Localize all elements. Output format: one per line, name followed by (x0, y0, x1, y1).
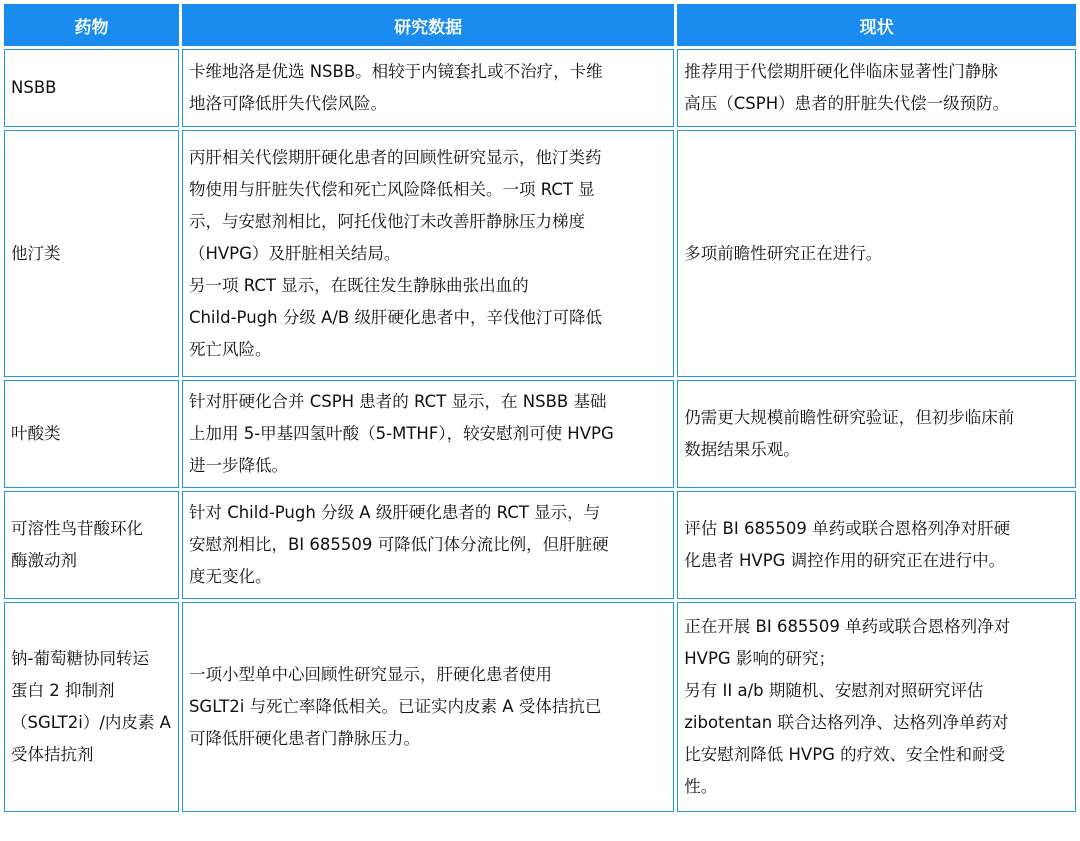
cell-line: 钠-葡萄糖协同转运 (11, 649, 149, 668)
cell-line: NSBB (11, 78, 57, 97)
cell-line: SGLT2i 与死亡率降低相关。已证实内皮素 A 受体拮抗已 (188, 697, 602, 716)
cell-line: 他汀类 (11, 243, 61, 263)
cell-line: 针对肝硬化合并 CSPH 患者的 RCT 显示，在 NSBB 基础 (188, 392, 607, 411)
drug-research-table (1, 1, 1079, 815)
cell-line: 度无变化。 (188, 567, 272, 586)
status-cell (677, 491, 1076, 599)
cell-line: Child-Pugh 分级 A/B 级肝硬化患者中，辛伐他汀可降低 (188, 307, 602, 327)
header-research-data: 研究数据 (182, 4, 674, 46)
cell-line: 正在开展 BI 685509 单药或联合恩格列净对 (684, 617, 1011, 636)
drug-cell (4, 491, 179, 599)
cell-line: （SGLT2i）/内皮素 A (11, 713, 171, 732)
cell-line: 仍需更大规模前瞻性研究验证，但初步临床前 (684, 408, 1015, 427)
research-data-cell (182, 49, 674, 127)
cell-line: 叶酸类 (11, 424, 61, 443)
drug-cell (4, 380, 179, 488)
cell-line: 另有 II a/b 期随机、安慰剂对照研究评估 (684, 681, 984, 700)
cell-line: 酶激动剂 (11, 551, 77, 570)
cell-line: 示，与安慰剂相比，阿托伐他汀未改善肝静脉压力梯度 (188, 211, 585, 231)
status-cell (677, 380, 1076, 488)
cell-line: 化患者 HVPG 调控作用的研究正在进行中。 (684, 551, 1006, 570)
table-row (4, 49, 1076, 127)
table-row (4, 602, 1076, 812)
header-status: 现状 (677, 4, 1076, 46)
cell-line: 一项小型单中心回顾性研究显示，肝硬化患者使用 (188, 665, 552, 684)
cell-line: 物使用与肝脏失代偿和死亡风险降低相关。一项 RCT 显 (188, 179, 595, 199)
cell-line: 针对 Child-Pugh 分级 A 级肝硬化患者的 RCT 显示，与 (188, 503, 601, 522)
cell-line: 进一步降低。 (188, 456, 288, 475)
table-row (4, 380, 1076, 488)
research-data-cell (182, 130, 674, 377)
cell-line: 高压（CSPH）患者的肝脏失代偿一级预防。 (684, 94, 1010, 113)
header-drug: 药物 (4, 4, 179, 46)
cell-line: 蛋白 2 抑制剂 (11, 681, 115, 700)
cell-line: 数据结果乐观。 (684, 440, 800, 459)
drug-cell (4, 130, 179, 377)
drug-cell (4, 602, 179, 812)
status-cell (677, 602, 1076, 812)
table-row (4, 130, 1076, 377)
cell-line: 性。 (684, 777, 718, 796)
research-data-cell (182, 602, 674, 812)
status-cell (677, 130, 1076, 377)
table-row (4, 491, 1076, 599)
cell-line: 安慰剂相比，BI 685509 可降低门体分流比例，但肝脏硬 (188, 535, 609, 554)
cell-line: 受体拮抗剂 (11, 745, 94, 764)
status-cell (677, 49, 1076, 127)
cell-line: 另一项 RCT 显示，在既往发生静脉曲张出血的 (188, 275, 529, 295)
cell-line: 多项前瞻性研究正在进行。 (684, 243, 883, 263)
research-data-cell (182, 491, 674, 599)
cell-line: 推荐用于代偿期肝硬化伴临床显著性门静脉 (684, 62, 998, 81)
cell-line: 丙肝相关代偿期肝硬化患者的回顾性研究显示，他汀类药 (188, 147, 602, 167)
cell-line: 死亡风险。 (188, 339, 272, 359)
cell-line: 地洛可降低肝失代偿风险。 (188, 94, 387, 113)
cell-line: 可降低肝硬化患者门静脉压力。 (188, 729, 420, 748)
cell-line: zibotentan 联合达格列净、达格列净单药对 (684, 713, 1009, 732)
cell-line: 比安慰剂降低 HVPG 的疗效、安全性和耐受 (684, 745, 1006, 764)
drug-cell (4, 49, 179, 127)
cell-line: 评估 BI 685509 单药或联合恩格列净对肝硬 (684, 519, 1011, 538)
research-data-cell (182, 380, 674, 488)
table-header-row (4, 4, 1076, 46)
cell-line: 可溶性鸟苷酸环化 (11, 519, 143, 538)
cell-line: 卡维地洛是优选 NSBB。相较于内镜套扎或不治疗，卡维 (188, 62, 603, 81)
cell-line: 上加用 5-甲基四氢叶酸（5-MTHF），较安慰剂可使 HVPG (188, 424, 614, 443)
cell-line: （HVPG）及肝脏相关结局。 (188, 243, 401, 263)
cell-line: HVPG 影响的研究； (684, 649, 835, 668)
